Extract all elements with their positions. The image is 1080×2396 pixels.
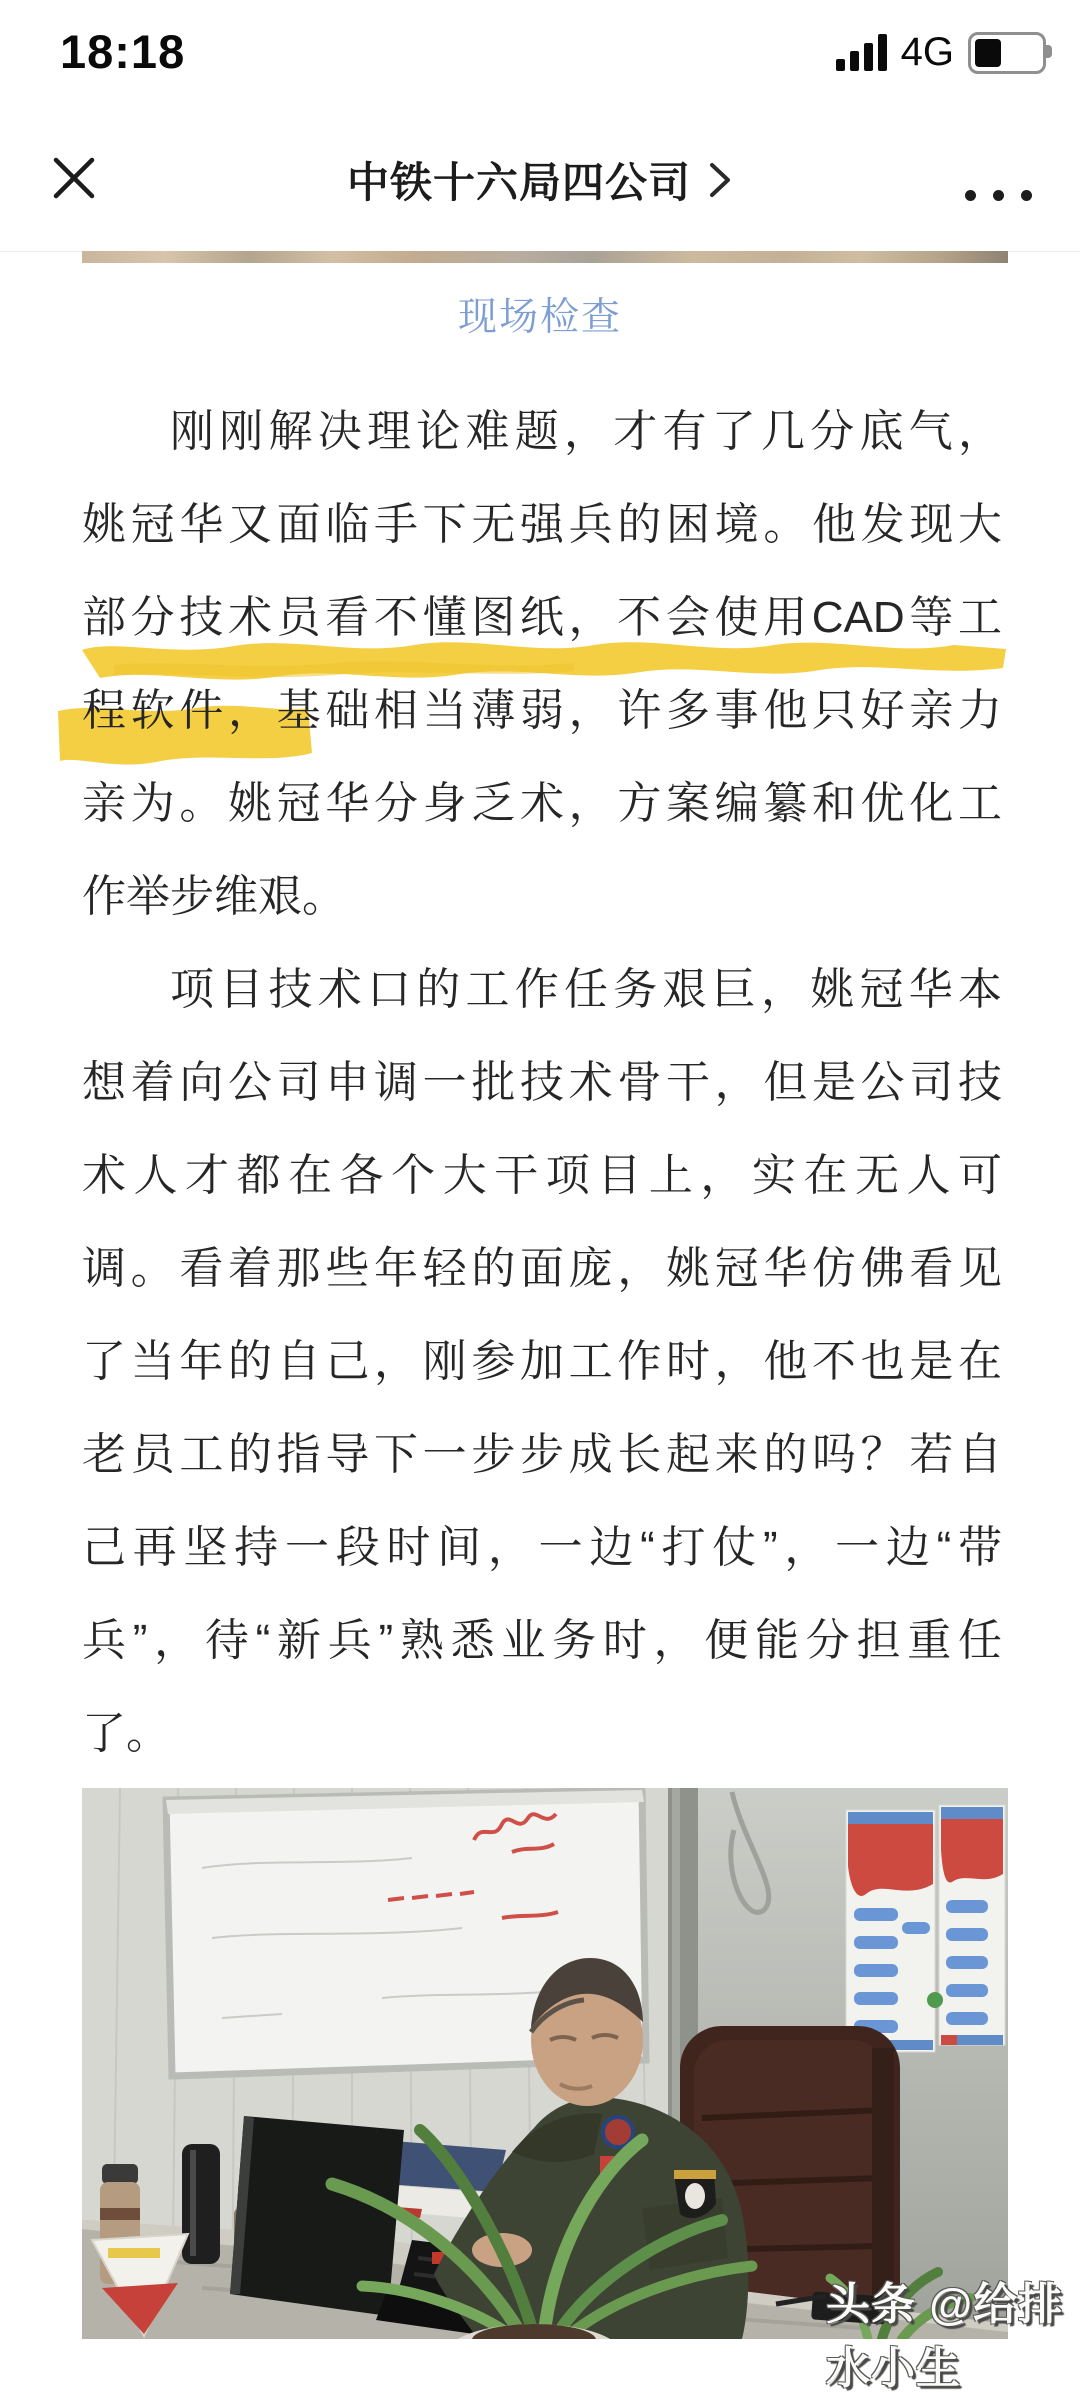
more-menu-button[interactable]	[965, 190, 1032, 201]
status-icons	[836, 30, 1046, 75]
text-line: 调。看着那些年轻的面庞，姚冠华仿佛看见	[82, 1244, 1002, 1293]
green-sticker	[927, 1992, 943, 2008]
text-line: 作举步维艰。	[82, 872, 346, 921]
text-line: 刚刚解决理论难题，才有了几分底气，	[170, 407, 1002, 456]
account-title-button[interactable]	[0, 108, 1080, 251]
text-line: 姚冠华又面临手下无强兵的困境。他发现大	[82, 500, 1002, 549]
thermos-black	[182, 2144, 220, 2264]
photo-scene	[82, 1788, 1008, 2339]
status-bar	[0, 0, 1080, 108]
sleeve-patch	[674, 2170, 716, 2218]
text-line: 想着向公司申调一批技术骨干，但是公司技	[82, 1058, 1002, 1107]
battery-icon	[968, 32, 1046, 74]
signal-bars-icon	[836, 31, 887, 75]
text-line: 兵”，待“新兵”熟悉业务时，便能分担重任	[82, 1616, 1002, 1665]
text-line highlighted: 程软件，基础相当薄弱，许多事他只好亲力	[82, 686, 1002, 735]
poster-left	[846, 1810, 935, 2052]
text-line highlighted: 部分技术员看不懂图纸，不会使用CAD等工	[82, 593, 1002, 642]
article-image-edge[interactable]	[82, 251, 1008, 263]
text-line: 项目技术口的工作任务艰巨，姚冠华本	[170, 965, 1002, 1014]
page-title: 中铁十六局四公司	[346, 158, 691, 206]
nav-bar	[0, 108, 1080, 252]
network-type-label: 4G	[900, 30, 954, 74]
article-photo[interactable]	[82, 1788, 1008, 2339]
text-line: 己再坚持一段时间，一边“打仗”，一边“带	[82, 1523, 1002, 1572]
text-line: 亲为。姚冠华分身乏术，方案编纂和优化工	[82, 779, 1002, 828]
clock: 18:18	[60, 25, 186, 78]
article-body	[82, 385, 1002, 1780]
text-line: 老员工的指导下一步步成长起来的吗？若自	[82, 1430, 1002, 1479]
poster-right	[939, 1805, 1005, 2045]
text-line: 术人才都在各个大干项目上，实在无人可	[82, 1151, 1002, 1200]
image-caption: 现场检查	[457, 296, 622, 339]
chevron-right-icon	[707, 157, 733, 203]
watermark: 头条 @给排水小生	[826, 2280, 1064, 2393]
more-dots-icon	[965, 190, 976, 201]
chest-badge	[603, 2117, 633, 2147]
text-line: 了。	[82, 1709, 170, 1758]
text-line: 了当年的自己，刚参加工作时，他不也是在	[82, 1337, 1002, 1386]
